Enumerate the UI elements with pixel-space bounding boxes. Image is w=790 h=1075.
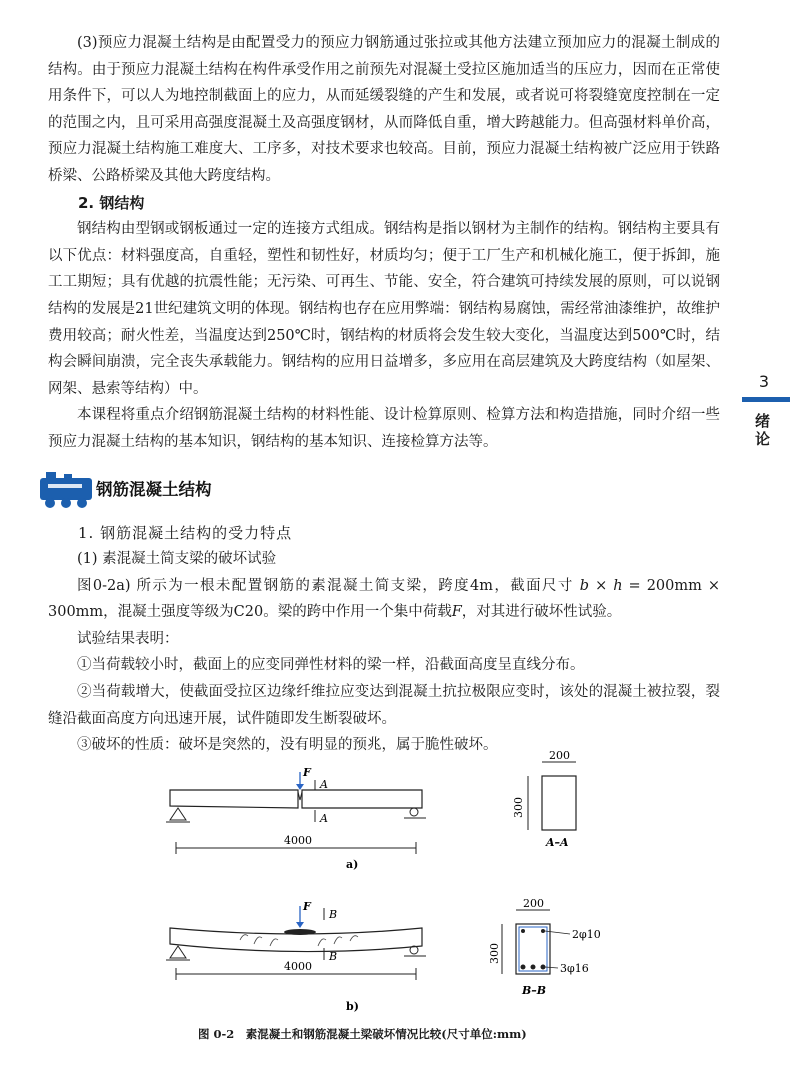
train-icon <box>38 470 94 510</box>
figure-label-a: a) <box>346 858 359 871</box>
section-mark-b-top: B <box>329 908 338 921</box>
page-number: 3 <box>758 372 770 391</box>
section-title: 钢筋混凝土结构 <box>96 479 212 499</box>
desc-part: 图0-2a) 所示为一根未配置钢筋的素混凝土简支梁，跨度4m，截面尺寸 <box>77 577 574 594</box>
section-mark-b-bot: B <box>329 950 338 963</box>
section-mark-a-top: A <box>320 778 328 791</box>
chapter-tab <box>742 372 790 448</box>
result-1: ①当荷载较小时，截面上的应变同弹性材料的梁一样，沿截面高度呈直线分布。 <box>77 657 585 674</box>
subsection-heading: 1. 钢筋混凝土结构的受力特点 <box>78 523 293 542</box>
width-label-b: 200 <box>523 897 544 910</box>
support-pin-a <box>170 808 186 820</box>
desc-var-f: F <box>451 604 462 621</box>
beam-b <box>170 928 422 952</box>
chapter-bar <box>742 397 790 402</box>
result-2: ②当荷载增大，使截面受拉区边缘纤维拉应变达到混凝土抗拉极限应变时，该处的混凝土被拉裂，裂缝沿截面高度方向迅速开展，试件随即发生断裂破坏。 <box>48 684 720 727</box>
chapter-title: 绪论 <box>755 412 771 448</box>
heading-steel-structure: 2. 钢结构 <box>78 193 145 212</box>
desc-var-bh: b × h <box>579 577 623 594</box>
load-label-b: F <box>303 900 311 913</box>
support-roller-a <box>410 808 418 816</box>
desc-part: = 200mm × 300mm，混凝土强度等级为C20。梁的跨中作用一个集中荷载 <box>48 577 721 621</box>
load-label-a: F <box>303 766 311 779</box>
item-heading: (1) 素混凝土简支梁的破坏试验 <box>77 551 277 568</box>
section-mark-a-bot: A <box>320 812 328 825</box>
result-3: ③破坏的性质：破坏是突然的，没有明显的预兆，属于脆性破坏。 <box>77 737 498 754</box>
paragraph-prestressed: (3)预应力混凝土结构是由配置受力的预应力钢筋通过张拉或其他方法建立预加应力的混凝土制成的结构。由于预应力混凝土结构在构件承受作用之前预先对混凝土受拉区施加适当的压应力，因而在正常使用条件下，可以人为地控制截面上的应力，从而延缓裂缝的产生和发展，或者说可将裂缝宽度控制在一定的范围之内，且可采用高强度混凝土及高强度钢材，从而降低自重，增大跨越能力。但高强材料单价高，预应力混凝土结构施工难度大、工序多，对技术要求也较高。目前，预应力混凝土结构被广泛应用于铁路桥梁、公路桥梁及其他大跨度结构。 <box>48 35 720 184</box>
beam-a <box>170 790 422 808</box>
span-label-a: 4000 <box>284 834 312 847</box>
support-pin-b <box>170 946 186 958</box>
bottom-bars-label: 3φ16 <box>560 962 589 975</box>
figure-label-b: b) <box>346 1000 359 1013</box>
section-name-a: A–A <box>546 836 569 849</box>
section-header <box>38 468 720 512</box>
cross-section-a <box>542 776 576 830</box>
height-label-a: 300 <box>512 797 525 818</box>
top-bars-label: 2φ10 <box>572 928 601 941</box>
span-label-b: 4000 <box>284 960 312 973</box>
paragraph-steel: 钢结构由型钢或钢板通过一定的连接方式组成。钢结构是指以钢材为主制作的结构。钢结构主要具有以下优点：材料强度高，自重轻，塑性和韧性好，材质均匀；便于工厂生产和机械化施工，便于拆卸，施工工期短；具有优越的抗震性能；无污染、可再生、节能、安全，符合建筑可持续发展的原则，可以说钢结构的发展是21世纪建筑文明的体现。钢结构也存在应用弊端：钢结构易腐蚀，需经常油漆维护，故维护费用较高；耐火性差，当温度达到250℃时，钢结构的材质将会发生较大变化，当温度达到500℃时，结构会瞬间崩溃，完全丧失承载能力。钢结构的应用日益增多，多应用在高层建筑及大跨度结构（如屋架、网架、悬索等结构）中。 <box>48 221 720 397</box>
page-body <box>48 30 720 759</box>
figure-beam-comparison <box>150 748 630 1048</box>
paragraph-test-description <box>48 573 720 626</box>
desc-part: ，对其进行破坏性试验。 <box>461 604 622 621</box>
results-intro: 试验结果表明： <box>77 630 179 647</box>
section-name-b: B–B <box>522 984 547 997</box>
height-label-b: 300 <box>488 943 501 964</box>
paragraph-course: 本课程将重点介绍钢筋混凝土结构的材料性能、设计检算原则、检算方法和构造措施，同时介绍一些预应力混凝土结构的基本知识，钢结构的基本知识、连接检算方法等。 <box>48 407 720 450</box>
figure-caption: 图 0-2 素混凝土和钢筋混凝土梁破坏情况比较(尺寸单位:mm) <box>198 1027 527 1041</box>
width-label-a: 200 <box>549 749 570 762</box>
